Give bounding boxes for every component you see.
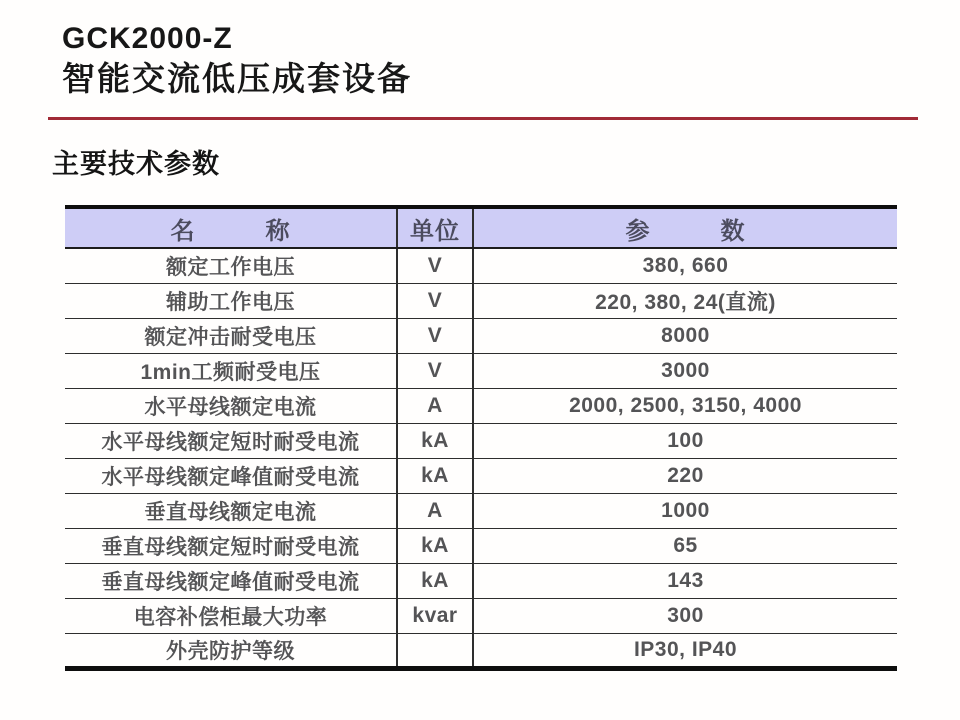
table-row [65, 633, 897, 668]
column-header-value: 参 数 [473, 207, 897, 248]
param-unit-cell: V [397, 318, 473, 353]
param-name-cell: 垂直母线额定短时耐受电流 [65, 528, 397, 563]
params-table-body [65, 248, 897, 668]
table-row [65, 598, 897, 633]
brand-block [62, 20, 412, 100]
param-value-cell: 1000 [473, 493, 897, 528]
param-unit-cell: kvar [397, 598, 473, 633]
param-value-cell: 220, 380, 24(直流) [473, 283, 897, 318]
table-row [65, 248, 897, 283]
table-row [65, 283, 897, 318]
product-model-title: GCK2000-Z [62, 22, 233, 55]
table-row [65, 458, 897, 493]
param-unit-cell: kA [397, 423, 473, 458]
param-value-cell: 3000 [473, 353, 897, 388]
params-table-header [65, 207, 897, 248]
params-table [65, 205, 897, 671]
param-value-cell: 100 [473, 423, 897, 458]
param-name-cell: 水平母线额定电流 [65, 388, 397, 423]
table-row [65, 493, 897, 528]
param-name-cell: 额定工作电压 [65, 248, 397, 283]
param-name-cell: 辅助工作电压 [65, 283, 397, 318]
param-name-cell: 外壳防护等级 [65, 633, 397, 668]
section-title: 主要技术参数 [52, 149, 220, 179]
param-value-cell: 8000 [473, 318, 897, 353]
table-row [65, 563, 897, 598]
param-unit-cell: V [397, 248, 473, 283]
param-name-cell: 水平母线额定峰值耐受电流 [65, 458, 397, 493]
param-name-cell: 垂直母线额定峰值耐受电流 [65, 563, 397, 598]
param-value-cell: 220 [473, 458, 897, 493]
param-unit-cell: kA [397, 528, 473, 563]
accent-divider-line [48, 117, 918, 120]
param-value-cell: 380, 660 [473, 248, 897, 283]
param-unit-cell: A [397, 388, 473, 423]
header-row [65, 207, 897, 248]
param-value-cell: 65 [473, 528, 897, 563]
param-name-cell: 额定冲击耐受电压 [65, 318, 397, 353]
table-row [65, 423, 897, 458]
param-unit-cell: V [397, 353, 473, 388]
table-row [65, 353, 897, 388]
param-name-cell: 水平母线额定短时耐受电流 [65, 423, 397, 458]
param-value-cell: 300 [473, 598, 897, 633]
param-unit-cell: kA [397, 563, 473, 598]
param-value-cell: IP30, IP40 [633, 637, 738, 661]
param-name-cell: 垂直母线额定电流 [65, 493, 397, 528]
table-row [65, 528, 897, 563]
param-name-cell: 1min工频耐受电压 [65, 353, 397, 388]
table-row [65, 388, 897, 423]
param-unit-cell [397, 633, 473, 668]
param-value-cell: 143 [473, 563, 897, 598]
param-value-cell: 2000, 2500, 3150, 4000 [473, 388, 897, 423]
param-unit-cell: kA [397, 458, 473, 493]
param-unit-cell: V [397, 283, 473, 318]
product-subtitle: 智能交流低压成套设备 [62, 60, 412, 97]
column-header-name: 名 称 [65, 207, 397, 248]
column-header-unit: 单位 [397, 207, 473, 248]
param-unit-cell: A [397, 493, 473, 528]
table-row [65, 318, 897, 353]
param-name-cell: 电容补偿柜最大功率 [65, 598, 397, 633]
